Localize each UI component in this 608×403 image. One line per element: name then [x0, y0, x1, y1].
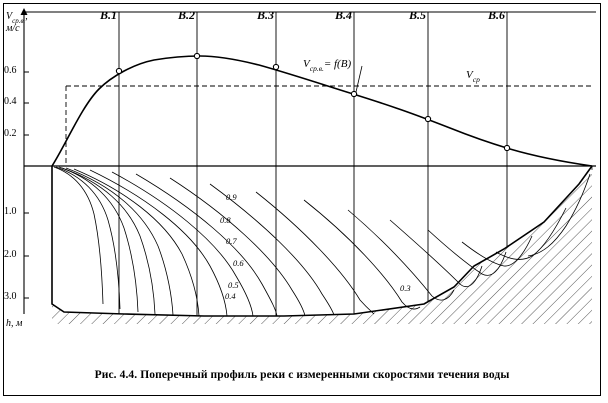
mean-velocity-label [466, 65, 480, 84]
vertical-label-b1: В.1 [100, 8, 118, 22]
isotach-label-0-9: 0.9 [226, 192, 237, 202]
depth-tick-1-0: 1.0 [4, 206, 17, 217]
velocity-tick-0-2: 0.2 [4, 128, 17, 139]
curve-equation-sub: ср.в. [309, 64, 324, 74]
isotach-label-0-8: 0.8 [220, 215, 231, 225]
vertical-label-b3: В.3 [257, 8, 275, 22]
curve-equation-v: V [303, 58, 310, 70]
mean-velocity-sub: ср [472, 75, 480, 85]
velocity-axis-title-v: V [6, 11, 13, 22]
isotach-label-0-6: 0.6 [233, 258, 244, 268]
depth-axis-title: h, м [6, 318, 23, 329]
vertical-label-b6: В.6 [488, 8, 506, 22]
figure-frame [3, 3, 601, 396]
velocity-axis-title: $V_{ср.в.}$, м/с [6, 11, 28, 35]
curve-equation-tail: = f(B) [323, 58, 352, 70]
vertical-label-b5: В.5 [409, 8, 427, 22]
curve-equation-label [303, 54, 351, 73]
vertical-label-b2: В.2 [178, 8, 196, 22]
velocity-axis-title-sub: ср.в. [12, 17, 26, 26]
mean-velocity-v: V [466, 69, 473, 81]
depth-tick-2-0: 2.0 [4, 249, 17, 260]
depth-tick-3-0: 3.0 [4, 291, 17, 302]
velocity-tick-0-4: 0.4 [4, 96, 17, 107]
figure-caption: Рис. 4.4. Поперечный профиль реки с измеренными скоростями течения воды [94, 369, 510, 381]
curve-label-leader [356, 66, 362, 92]
velocity-tick-0-6: 0.6 [4, 65, 17, 76]
isotach-label-0-3: 0.3 [400, 283, 411, 293]
velocity-axis-units: м/с [6, 23, 20, 35]
isotach-label-0-7: 0.7 [226, 236, 237, 246]
vertical-label-b4: В.4 [335, 8, 353, 22]
isotach-label-0-5: 0.5 [228, 280, 239, 290]
isotach-label-0-4: 0.4 [225, 291, 236, 301]
